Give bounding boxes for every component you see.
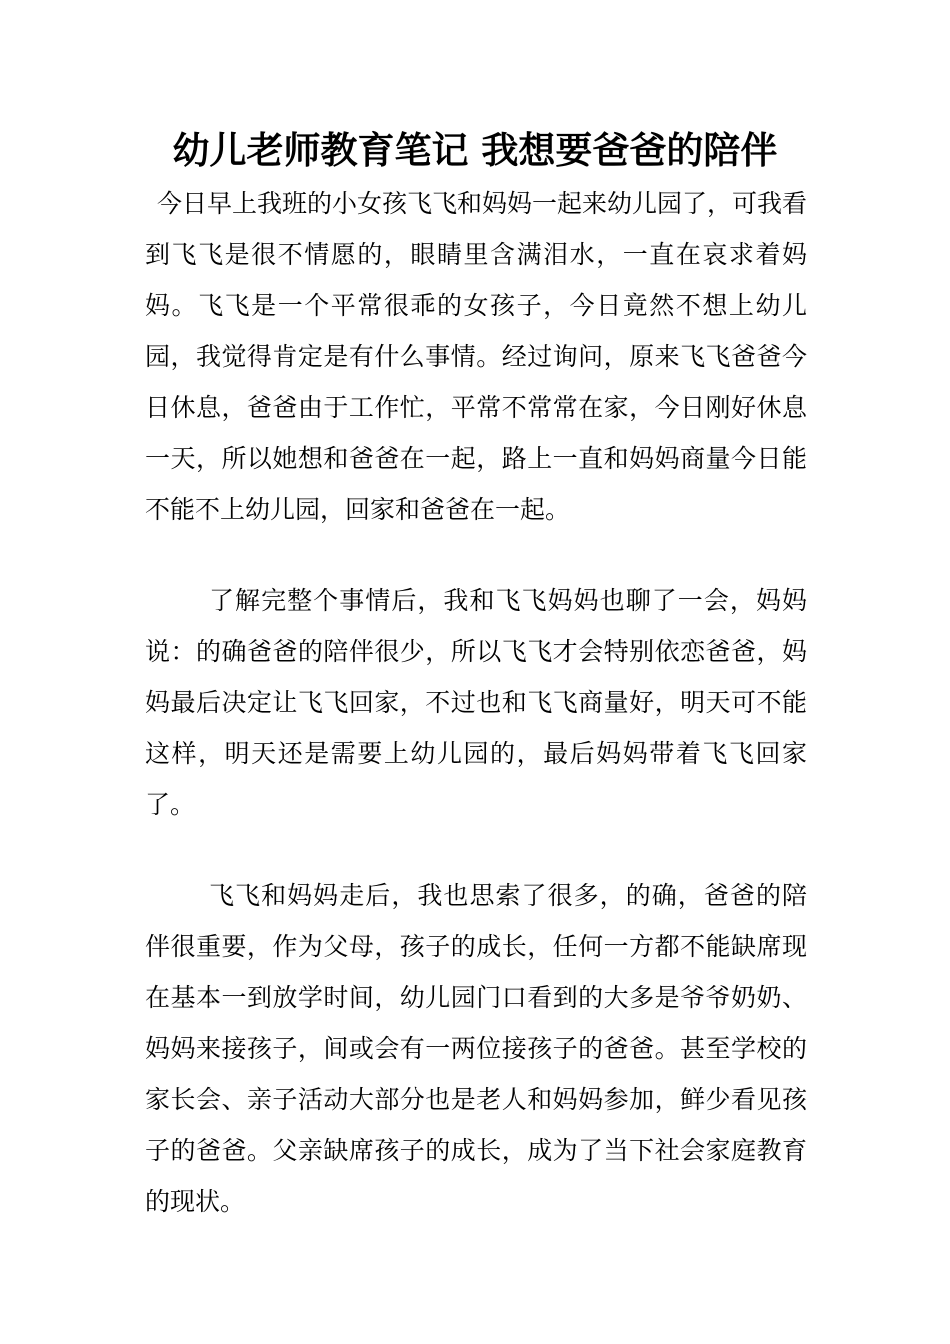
paragraph-2: 了解完整个事情后，我和飞飞妈妈也聊了一会，妈妈说：的确爸爸的陪伴很少，所以飞飞才会特别依恋爸爸，妈妈最后决定让飞飞回家，不过也和飞飞商量好，明天可不能这样，明天还是需要上幼儿园的，最后妈妈带着飞飞回家了。 (145, 586, 807, 819)
document-title: 幼儿老师教育笔记 我想要爸爸的陪伴 (172, 129, 778, 172)
paragraph-1: 今日早上我班的小女孩飞飞和妈妈一起来幼儿园了，可我看到飞飞是很不情愿的，眼睛里含满泪水，一直在哀求着妈妈。飞飞是一个平常很乖的女孩子，今日竟然不想上幼儿园，我觉得肯定是有什么事情。经过询问，原来飞飞爸爸今日休息，爸爸由于工作忙，平常不常常在家，今日刚好休息一天，所以她想和爸爸在一起，路上一直和妈妈商量今日能不能不上幼儿园，回家和爸爸在一起。 (145, 189, 808, 524)
paragraph-3: 飞飞和妈妈走后，我也思索了很多，的确，爸爸的陪伴很重要，作为父母，孩子的成长，任何一方都不能缺席现在基本一到放学时间，幼儿园门口看到的大多是爷爷奶奶、妈妈来接孩子，间或会有一两位接孩子的爸爸。甚至学校的家长会、亲子活动大部分也是老人和妈妈参加，鲜少看见孩子的爸爸。父亲缺席孩子的成长，成为了当下社会家庭教育的现状。 (145, 881, 807, 1216)
